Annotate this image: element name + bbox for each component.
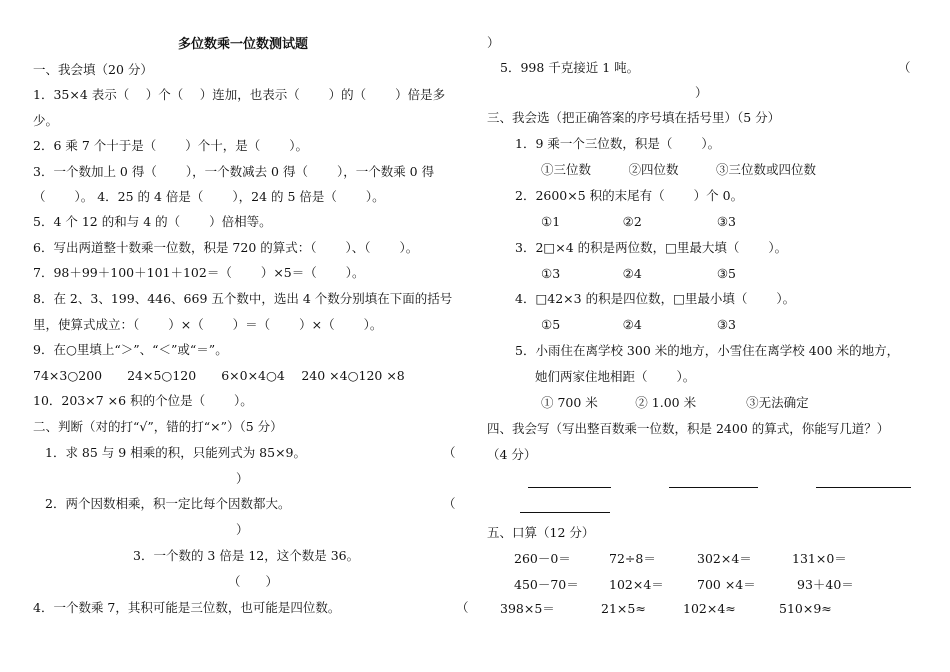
- oral-item: 510×9≈: [779, 601, 832, 616]
- answer-blank-1[interactable]: [528, 487, 611, 488]
- q3-1: 1．9 乘一个三位数，积是（ ）。: [515, 136, 721, 151]
- q1-1-line2: 少。: [33, 113, 59, 128]
- q2-3: 3．一个数的 3 倍是 12，这个数是 36。: [133, 548, 360, 563]
- section-5-heading: 五、口算（12 分）: [487, 525, 595, 540]
- q3-2: 2．2600×5 积的末尾有（ ）个 0。: [515, 188, 744, 203]
- section-1-heading: 一、我会填（20 分）: [33, 62, 153, 77]
- q2-2: 2．两个因数相乘，积一定比每个因数都大。: [45, 496, 291, 511]
- q3-5-line2: 她们两家住地相距（ ）。: [535, 369, 696, 384]
- q2-2-close-paren: ）: [236, 522, 249, 537]
- q2-1: 1．求 85 与 9 相乘的积，只能列式为 85×9。: [45, 445, 307, 460]
- q1-6: 6．写出两道整十数乘一位数，积是 720 的算式：（ ）、（ ）。: [33, 240, 419, 255]
- oral-item: 260－0＝: [514, 551, 571, 566]
- oral-item: 450－70＝: [514, 577, 579, 592]
- q1-5: 5．4 个 12 的和与 4 的（ ）倍相等。: [33, 214, 272, 229]
- section-4-score: （4 分）: [487, 447, 537, 462]
- q1-9: 9．在○里填上“＞”、“＜”或“＝”。: [33, 342, 228, 357]
- answer-blank-4[interactable]: [520, 512, 610, 513]
- oral-item: 21×5≈: [601, 601, 646, 616]
- answer-blank-3[interactable]: [816, 487, 911, 488]
- q2-5: 5．998 千克接近 1 吨。: [500, 60, 640, 75]
- q2-5-close-paren: ）: [695, 85, 708, 100]
- q1-7: 7．98＋99＋100＋101＋102＝（ ）×5＝（ ）。: [33, 265, 365, 280]
- oral-item: 302×4＝: [697, 551, 752, 566]
- section-3-heading: 三、我会选（把正确答案的序号填在括号里）（5 分）: [487, 110, 781, 125]
- oral-item: 93＋40＝: [797, 577, 854, 592]
- q2-5-open-paren: （: [898, 60, 911, 75]
- q2-4: 4．一个数乘 7，其积可能是三位数，也可能是四位数。: [33, 600, 341, 615]
- q2-1-close-paren: ）: [236, 471, 249, 486]
- oral-item: 102×4＝: [609, 577, 664, 592]
- section-4-heading: 四、我会写（写出整百数乘一位数，积是 2400 的算式，你能写几道？）: [487, 421, 890, 436]
- q3-4-options: ①5 ②4 ③3: [541, 317, 736, 332]
- q2-4-open-paren: （: [456, 600, 469, 615]
- oral-item: 700 ×4＝: [697, 577, 756, 592]
- q1-8-line1: 8．在 2、3、199、446、669 五个数中，选出 4 个数分别填在下面的括号: [33, 291, 453, 306]
- q1-2: 2．6 乘 7 个十于是（ ）个十，是（ ）。: [33, 138, 308, 153]
- q1-1-line1: 1．35×4 表示（ ）个（ ）连加，也表示（ ）的（ ）倍是多: [33, 87, 446, 102]
- oral-item: 72÷8＝: [609, 551, 656, 566]
- q1-8-line2: 里，使算式成立：（ ）×（ ）＝（ ）×（ ）。: [33, 317, 383, 332]
- answer-blank-2[interactable]: [669, 487, 758, 488]
- oral-item: 398×5＝: [500, 601, 555, 616]
- q2-4-close-paren: ）: [487, 35, 500, 50]
- oral-item: 131×0＝: [792, 551, 847, 566]
- oral-item: 102×4≈: [683, 601, 736, 616]
- q3-5-options: ① 700 米 ② 1.00 米 ③无法确定: [541, 395, 809, 410]
- q3-4: 4．□42×3 的积是四位数，□里最小填（ ）。: [515, 291, 796, 306]
- page-title: 多位数乘一位数测试题: [178, 37, 309, 52]
- q2-2-open-paren: （: [443, 496, 456, 511]
- q1-9-items: 74×3○200 24×5○120 6×0×4○4 240 ×4○120 ×8: [33, 368, 405, 383]
- q3-2-options: ①1 ②2 ③3: [541, 214, 736, 229]
- q3-3-options: ①3 ②4 ③5: [541, 266, 736, 281]
- q1-10: 10．203×7 ×6 积的个位是（ ）。: [33, 393, 253, 408]
- section-2-heading: 二、判断（对的打“√”，错的打“×”）（5 分）: [33, 419, 283, 434]
- q1-3-line1: 3．一个数加上 0 得（ ），一个数减去 0 得（ ），一个数乘 0 得: [33, 164, 435, 179]
- q2-1-open-paren: （: [443, 445, 456, 460]
- q3-5-line1: 5．小雨住在离学校 300 米的地方，小雪住在离学校 400 米的地方，: [515, 343, 900, 358]
- q3-1-options: ①三位数 ②四位数 ③三位数或四位数: [541, 162, 817, 177]
- q1-3-4-line2: （ ）。 4．25 的 4 倍是（ ），24 的 5 倍是（ ）。: [33, 189, 385, 204]
- q2-3-paren: （ ）: [228, 574, 279, 589]
- q3-3: 3．2□×4 的积是两位数，□里最大填（ ）。: [515, 240, 788, 255]
